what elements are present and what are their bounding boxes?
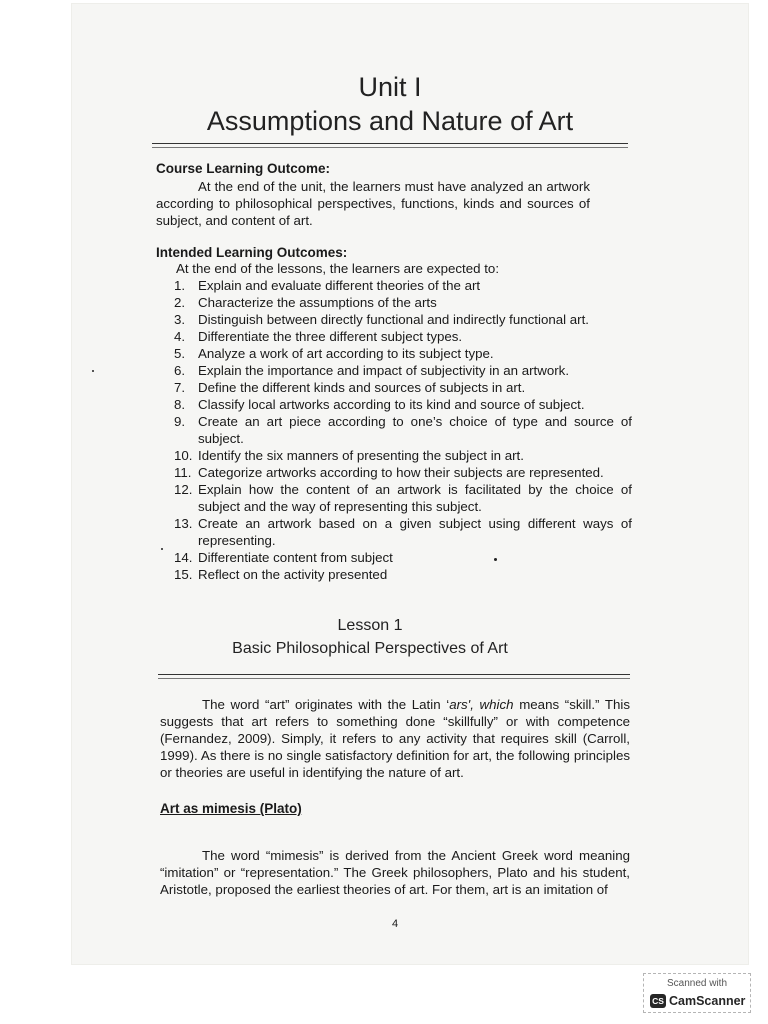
course-outcome-heading: Course Learning Outcome:: [156, 161, 331, 176]
list-item: 1. Explain and evaluate different theories of the art: [174, 278, 481, 293]
list-item: 7. Define the different kinds and sources of subjects in art.: [174, 380, 526, 395]
list-item: 5. Analyze a work of art according to its subject type.: [174, 346, 494, 361]
course-outcome-text: At the end of the unit, the learners must have analyzed an artwork according to philosophical perspectives, functions, kinds and sources of subject, and content of art.: [156, 179, 590, 228]
section-heading-mimesis: Art as mimesis (Plato): [160, 801, 302, 816]
watermark-brand-row: [650, 993, 745, 1009]
scan-speck: [92, 370, 94, 372]
lesson-title-rule-secondary: [158, 678, 630, 679]
list-item: 4. Differentiate the three different subject types.: [174, 329, 463, 344]
unit-label: Unit I: [358, 72, 422, 102]
lesson-label: Lesson 1: [337, 617, 403, 634]
list-item: 11. Categorize artworks according to how their subjects are represented.: [174, 465, 604, 480]
mimesis-paragraph: The word “mimesis” is derived from the Ancient Greek word meaning “imitation” or “representation.” The Greek philosophers, Plato and his student, Aristotle, proposed the earliest theories of art. For them, art is an imitation of: [160, 848, 630, 897]
unit-title: Assumptions and Nature of Art: [206, 106, 574, 136]
list-item: 2. Characterize the assumptions of the arts: [174, 295, 437, 310]
unit-title-block: [160, 70, 620, 138]
list-item: 15. Reflect on the activity presented: [174, 567, 388, 582]
list-item: 10. Identify the six manners of presenting the subject in art.: [174, 448, 524, 463]
watermark-caption: Scanned with: [666, 978, 728, 989]
lesson-intro-paragraph: The word “art” originates with the Latin ‘ars', which means “skill.” This suggests that art refers to something done “skillfully” or with competence (Fernandez, 2009). Simply, it refers to any activity that requires skill (Carroll, 1999). As there is no single satisfactory definition for art, the following principles or theories are useful in identifying the nature of art.: [160, 697, 630, 780]
list-item: 14. Differentiate content from subject: [174, 550, 393, 565]
list-item: 13. Create an artwork based on a given subject using different ways of representing.: [174, 516, 632, 548]
scan-speck: [161, 548, 163, 550]
camscanner-watermark: [643, 973, 751, 1013]
intended-outcomes-heading: Intended Learning Outcomes:: [156, 245, 348, 260]
scan-speck: [494, 558, 497, 561]
page-number: 4: [391, 918, 399, 930]
lesson-title: Basic Philosophical Perspectives of Art: [232, 640, 508, 657]
list-item: 9. Create an art piece according to one’s choice of type and source of subject.: [174, 414, 632, 446]
intended-outcomes-lead: At the end of the lessons, the learners are expected to:: [176, 261, 500, 276]
list-item: 6. Explain the importance and impact of subjectivity in an artwork.: [174, 363, 570, 378]
list-item: 8. Classify local artworks according to its kind and source of subject.: [174, 397, 585, 412]
list-item: 12. Explain how the content of an artwork is facilitated by the choice of subject and the way of representing this subject.: [174, 482, 632, 514]
unit-title-rule: [152, 143, 628, 144]
camscanner-logo-icon: CS: [650, 994, 666, 1008]
lesson-title-rule: [158, 674, 630, 675]
intended-outcomes-list: [174, 277, 632, 583]
list-item: 3. Distinguish between directly functional and indirectly functional art.: [174, 312, 589, 327]
watermark-brand: CamScanner: [669, 994, 746, 1008]
unit-title-rule-secondary: [152, 147, 628, 148]
